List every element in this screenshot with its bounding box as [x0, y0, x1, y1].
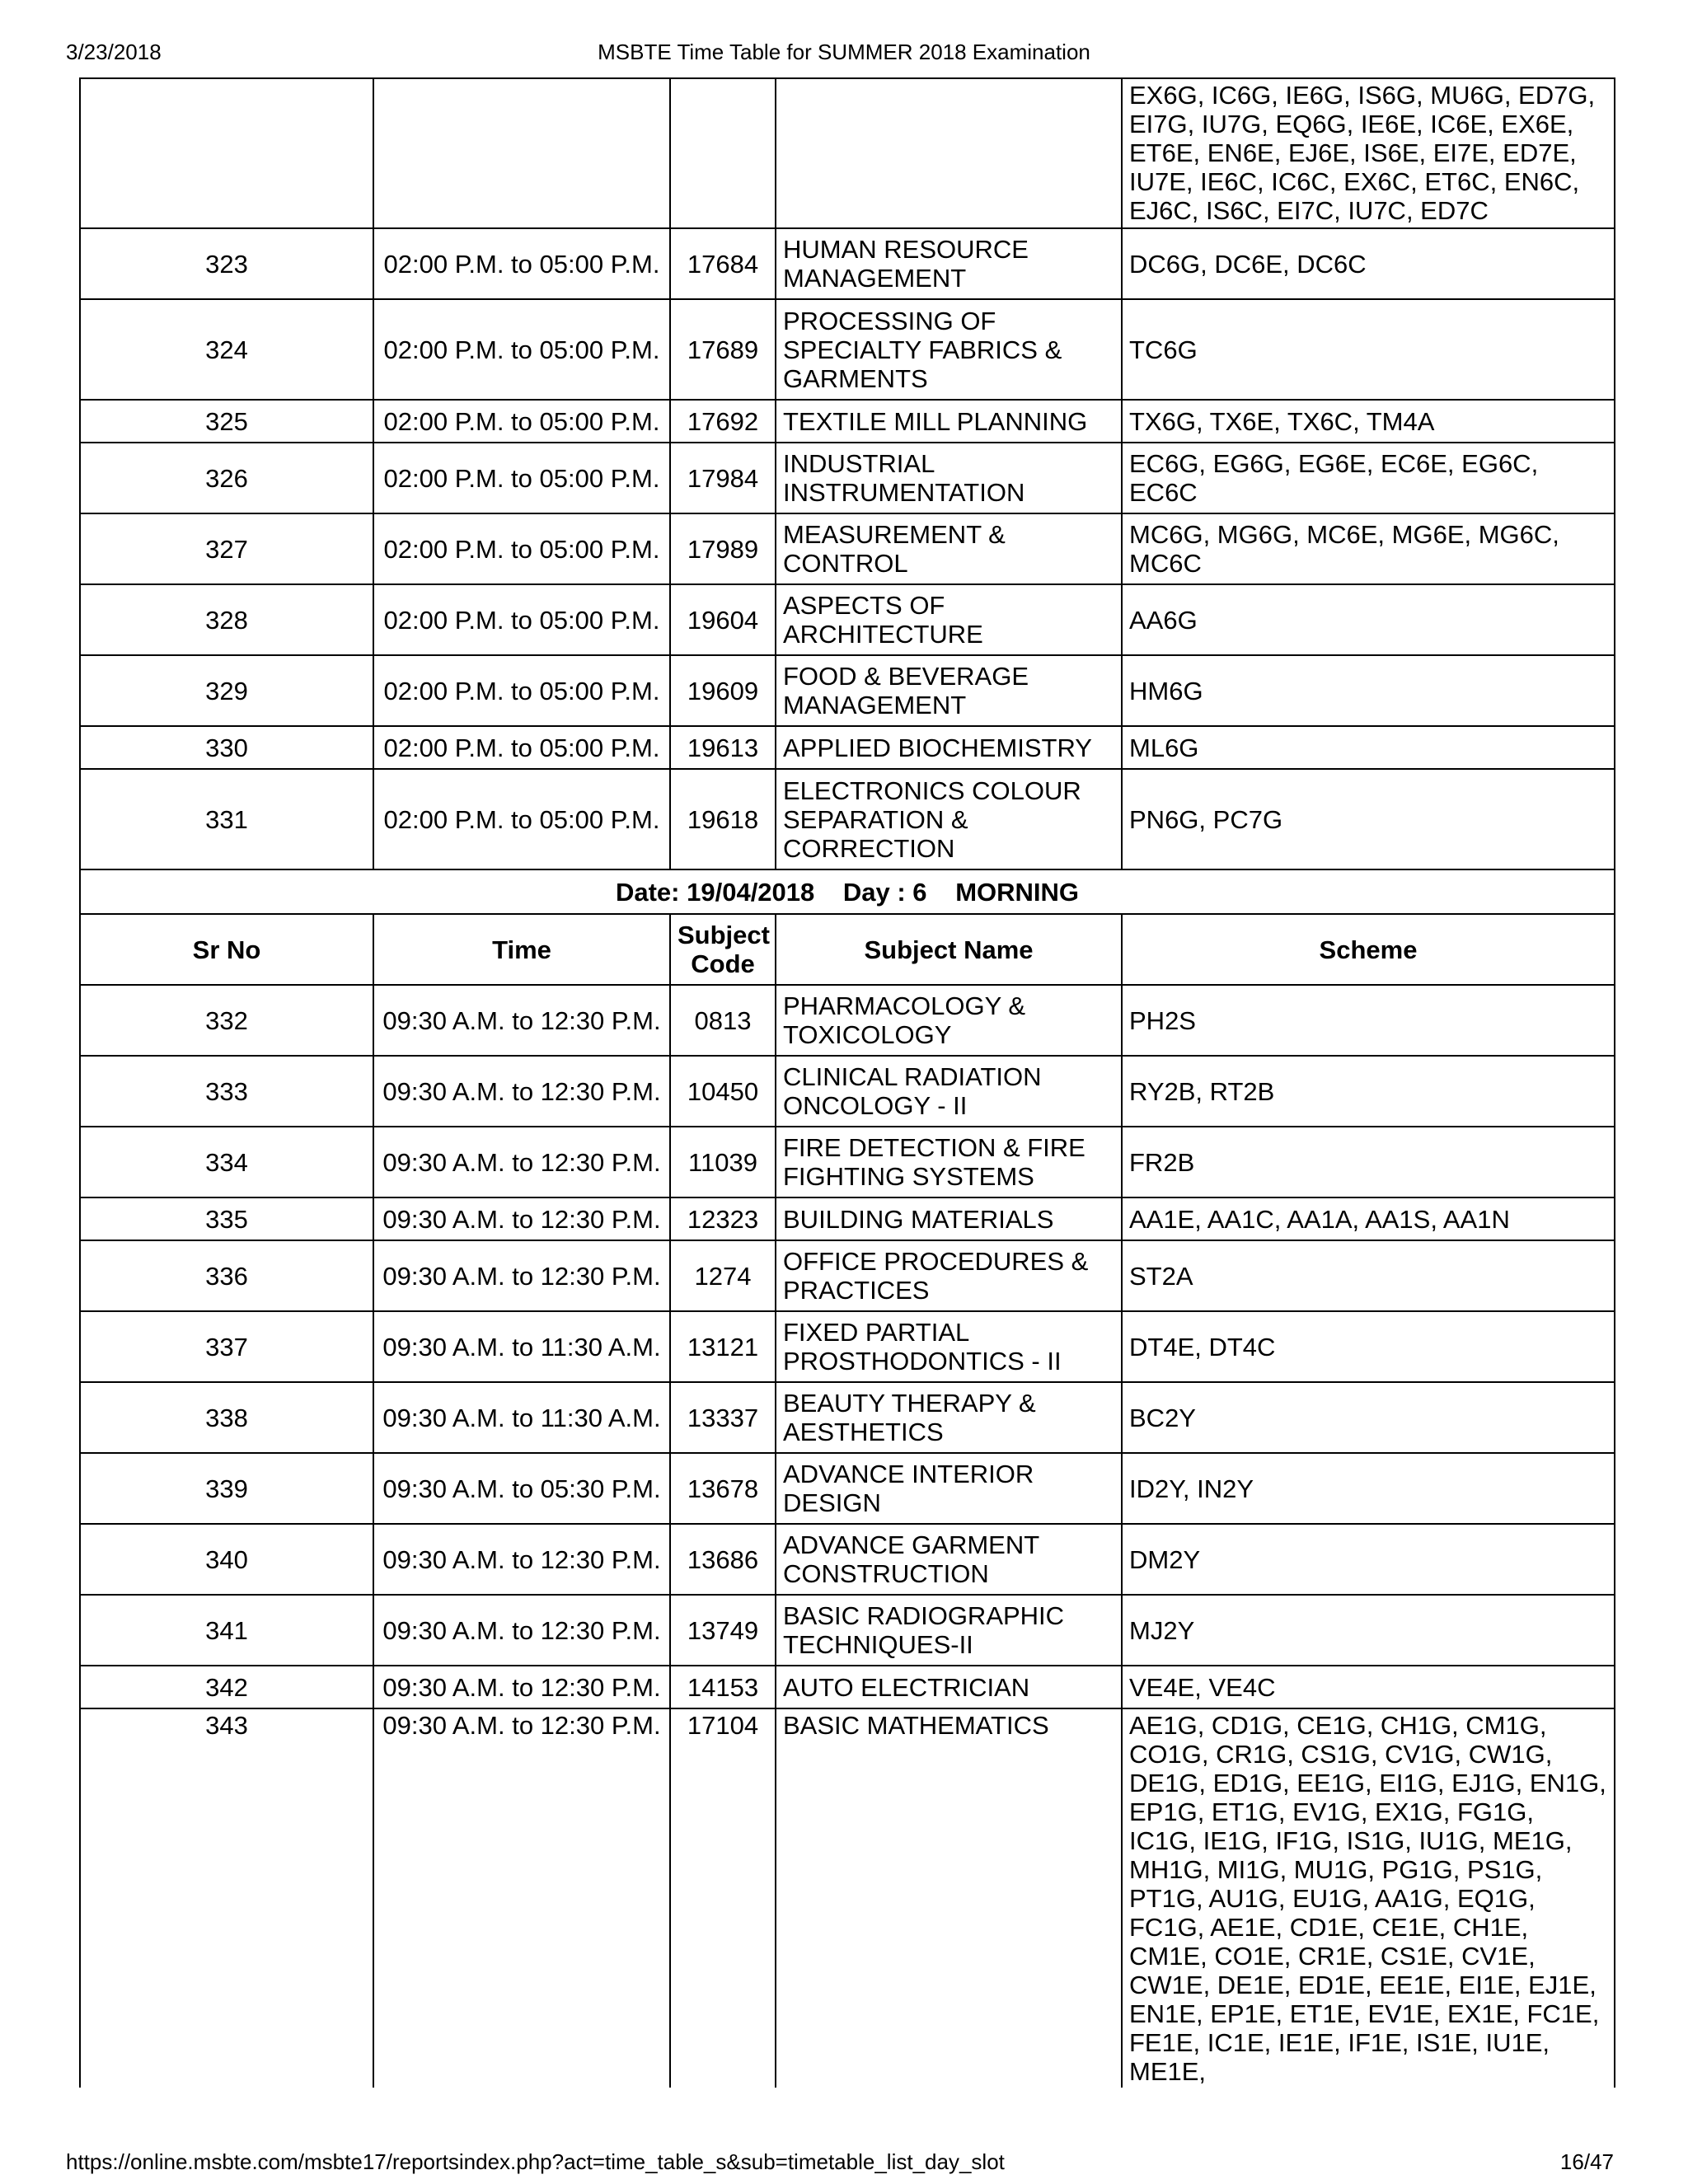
sr-cell: 342	[80, 1666, 373, 1708]
col-subject-code	[670, 914, 776, 985]
col-sr-no: Sr No	[80, 914, 373, 985]
sr-cell: 338	[80, 1382, 373, 1453]
col-scheme: Scheme	[1122, 914, 1615, 985]
time-cell: 09:30 A.M. to 12:30 P.M.	[373, 1240, 670, 1311]
code-cell: 13749	[670, 1595, 776, 1666]
sr-cell: 339	[80, 1453, 373, 1524]
day-date: Date: 19/04/2018	[615, 877, 815, 907]
table-row	[80, 655, 1615, 726]
scheme-cell: DC6G, DC6E, DC6C	[1122, 228, 1615, 299]
table-row	[80, 1382, 1615, 1453]
subject-cell: MEASUREMENT & CONTROL	[776, 513, 1122, 584]
sr-cell: 341	[80, 1595, 373, 1666]
table-row	[80, 584, 1615, 655]
code-cell: 10450	[670, 1056, 776, 1127]
scheme-cell: EC6G, EG6G, EG6E, EC6E, EG6C, EC6C	[1122, 443, 1615, 513]
code-cell: 17104	[670, 1708, 776, 2088]
sr-cell	[80, 78, 373, 228]
time-cell: 09:30 A.M. to 12:30 P.M.	[373, 1708, 670, 2088]
code-cell: 13678	[670, 1453, 776, 1524]
subject-cell: ASPECTS OF ARCHITECTURE	[776, 584, 1122, 655]
subject-cell: CLINICAL RADIATION ONCOLOGY - II	[776, 1056, 1122, 1127]
code-cell: 13686	[670, 1524, 776, 1595]
code-cell: 14153	[670, 1666, 776, 1708]
table-row	[80, 1708, 1615, 2088]
table-row	[80, 443, 1615, 513]
scheme-cell: EX6G, IC6G, IE6G, IS6G, MU6G, ED7G, EI7G, IU7G, EQ6G, IE6E, IC6E, EX6E, ET6E, EN6E, EJ6E, IS6E, EI7E, ED7E, IU7E, IE6C, IC6C, EX6C, ET6C, EN6C, EJ6C, IS6C, EI7C, IU7C, ED7C	[1122, 78, 1615, 228]
sr-cell: 343	[80, 1708, 373, 2088]
subject-cell: PROCESSING OF SPECIALTY FABRICS & GARMENTS	[776, 299, 1122, 400]
scheme-cell: MC6G, MG6G, MC6E, MG6E, MG6C, MC6C	[1122, 513, 1615, 584]
table-row	[80, 228, 1615, 299]
time-cell: 09:30 A.M. to 12:30 P.M.	[373, 1056, 670, 1127]
day-session: MORNING	[955, 877, 1080, 907]
scheme-cell: ID2Y, IN2Y	[1122, 1453, 1615, 1524]
time-cell: 09:30 A.M. to 11:30 A.M.	[373, 1382, 670, 1453]
sr-cell: 332	[80, 985, 373, 1056]
scheme-cell: BC2Y	[1122, 1382, 1615, 1453]
scheme-cell: TX6G, TX6E, TX6C, TM4A	[1122, 400, 1615, 443]
code-cell: 17984	[670, 443, 776, 513]
table-row	[80, 513, 1615, 584]
sr-cell: 328	[80, 584, 373, 655]
scheme-cell: ST2A	[1122, 1240, 1615, 1311]
col-subject-name: Subject Name	[776, 914, 1122, 985]
sr-cell: 323	[80, 228, 373, 299]
code-cell: 17684	[670, 228, 776, 299]
subject-cell	[776, 78, 1122, 228]
subject-cell: APPLIED BIOCHEMISTRY	[776, 726, 1122, 769]
scheme-cell: FR2B	[1122, 1127, 1615, 1197]
sr-cell: 327	[80, 513, 373, 584]
scheme-cell: AA6G	[1122, 584, 1615, 655]
code-cell: 1274	[670, 1240, 776, 1311]
code-cell: 12323	[670, 1197, 776, 1240]
sr-cell: 333	[80, 1056, 373, 1127]
code-cell: 19609	[670, 655, 776, 726]
table-row	[80, 400, 1615, 443]
subject-cell: BUILDING MATERIALS	[776, 1197, 1122, 1240]
page-number: 16/47	[1559, 2149, 1614, 2174]
table-row	[80, 1524, 1615, 1595]
scheme-cell: DT4E, DT4C	[1122, 1311, 1615, 1382]
time-cell: 09:30 A.M. to 11:30 A.M.	[373, 1311, 670, 1382]
subject-cell: BASIC RADIOGRAPHIC TECHNIQUES-II	[776, 1595, 1122, 1666]
time-cell: 02:00 P.M. to 05:00 P.M.	[373, 443, 670, 513]
table-row	[80, 1666, 1615, 1708]
scheme-cell: ML6G	[1122, 726, 1615, 769]
table-row	[80, 1240, 1615, 1311]
scheme-cell: VE4E, VE4C	[1122, 1666, 1615, 1708]
sr-cell: 331	[80, 769, 373, 869]
table-row	[80, 1311, 1615, 1382]
code-cell: 17989	[670, 513, 776, 584]
time-cell: 09:30 A.M. to 05:30 P.M.	[373, 1453, 670, 1524]
page-url: https://online.msbte.com/msbte17/reportsindex.php?act=time_table_s&sub=timetable_list_day_slot	[66, 2149, 1005, 2174]
print-date: 3/23/2018	[66, 40, 162, 64]
sr-cell: 326	[80, 443, 373, 513]
time-cell: 02:00 P.M. to 05:00 P.M.	[373, 726, 670, 769]
scheme-cell: DM2Y	[1122, 1524, 1615, 1595]
time-cell: 02:00 P.M. to 05:00 P.M.	[373, 299, 670, 400]
col-subject-code-line1: Subject	[678, 921, 770, 949]
subject-cell: FOOD & BEVERAGE MANAGEMENT	[776, 655, 1122, 726]
subject-cell: BASIC MATHEMATICS	[776, 1708, 1122, 2088]
page-footer	[0, 2149, 1688, 2182]
subject-cell: HUMAN RESOURCE MANAGEMENT	[776, 228, 1122, 299]
scheme-cell: AA1E, AA1C, AA1A, AA1S, AA1N	[1122, 1197, 1615, 1240]
timetable-last-row	[80, 1708, 1615, 2088]
subject-cell: FIXED PARTIAL PROSTHODONTICS - II	[776, 1311, 1122, 1382]
time-cell: 02:00 P.M. to 05:00 P.M.	[373, 400, 670, 443]
day-number: Day : 6	[842, 877, 927, 907]
subject-cell: ADVANCE INTERIOR DESIGN	[776, 1453, 1122, 1524]
subject-cell: PHARMACOLOGY & TOXICOLOGY	[776, 985, 1122, 1056]
scheme-cell: TC6G	[1122, 299, 1615, 400]
day-header-row	[80, 869, 1615, 914]
page-header	[0, 40, 1688, 73]
time-cell: 09:30 A.M. to 12:30 P.M.	[373, 1595, 670, 1666]
subject-cell: BEAUTY THERAPY & AESTHETICS	[776, 1382, 1122, 1453]
column-header-row	[80, 914, 1615, 985]
subject-cell: ELECTRONICS COLOUR SEPARATION & CORRECTION	[776, 769, 1122, 869]
table-row	[80, 1453, 1615, 1524]
table-row	[80, 1127, 1615, 1197]
scheme-cell: HM6G	[1122, 655, 1615, 726]
time-cell: 09:30 A.M. to 12:30 P.M.	[373, 1197, 670, 1240]
code-cell: 13337	[670, 1382, 776, 1453]
subject-cell: INDUSTRIAL INSTRUMENTATION	[776, 443, 1122, 513]
code-cell: 13121	[670, 1311, 776, 1382]
timetable-continued-rows	[80, 78, 1615, 869]
table-row	[80, 1056, 1615, 1127]
table-row	[80, 726, 1615, 769]
time-cell	[373, 78, 670, 228]
table-row	[80, 1197, 1615, 1240]
time-cell: 02:00 P.M. to 05:00 P.M.	[373, 655, 670, 726]
code-cell: 19613	[670, 726, 776, 769]
code-cell: 11039	[670, 1127, 776, 1197]
code-cell: 19618	[670, 769, 776, 869]
page-title: MSBTE Time Table for SUMMER 2018 Examination	[598, 40, 1090, 64]
time-cell: 02:00 P.M. to 05:00 P.M.	[373, 769, 670, 869]
time-cell: 09:30 A.M. to 12:30 P.M.	[373, 985, 670, 1056]
subject-cell: FIRE DETECTION & FIRE FIGHTING SYSTEMS	[776, 1127, 1122, 1197]
sr-cell: 337	[80, 1311, 373, 1382]
sr-cell: 336	[80, 1240, 373, 1311]
table-row	[80, 1595, 1615, 1666]
time-cell: 02:00 P.M. to 05:00 P.M.	[373, 584, 670, 655]
time-cell: 09:30 A.M. to 12:30 P.M.	[373, 1524, 670, 1595]
subject-cell: TEXTILE MILL PLANNING	[776, 400, 1122, 443]
time-cell: 09:30 A.M. to 12:30 P.M.	[373, 1127, 670, 1197]
scheme-cell: RY2B, RT2B	[1122, 1056, 1615, 1127]
scheme-cell: AE1G, CD1G, CE1G, CH1G, CM1G, CO1G, CR1G, CS1G, CV1G, CW1G, DE1G, ED1G, EE1G, EI1G, EJ1G, EN1G, EP1G, ET1G, EV1G, EX1G, FG1G, IC1G, IE1G, IF1G, IS1G, IU1G, ME1G, MH1G, MI1G, MU1G, PG1G, PS1G, PT1G, AU1G, EU1G, AA1G, EQ1G, FC1G, AE1E, CD1E, CE1E, CH1E, CM1E, CO1E, CR1E, CS1E, CV1E, CW1E, DE1E, ED1E, EE1E, EI1E, EJ1E, EN1E, EP1E, ET1E, EV1E, EX1E, FC1E, FE1E, IC1E, IE1E, IF1E, IS1E, IU1E, ME1E,	[1122, 1708, 1615, 2088]
subject-cell: OFFICE PROCEDURES & PRACTICES	[776, 1240, 1122, 1311]
subject-cell: ADVANCE GARMENT CONSTRUCTION	[776, 1524, 1122, 1595]
table-row	[80, 299, 1615, 400]
sr-cell: 324	[80, 299, 373, 400]
sr-cell: 335	[80, 1197, 373, 1240]
code-cell: 17689	[670, 299, 776, 400]
code-cell: 0813	[670, 985, 776, 1056]
code-cell	[670, 78, 776, 228]
time-cell: 02:00 P.M. to 05:00 P.M.	[373, 228, 670, 299]
subject-cell: AUTO ELECTRICIAN	[776, 1666, 1122, 1708]
table-row	[80, 769, 1615, 869]
sr-cell: 329	[80, 655, 373, 726]
day-section	[80, 869, 1615, 985]
timetable-day-rows	[80, 985, 1615, 1708]
sr-cell: 325	[80, 400, 373, 443]
time-cell: 09:30 A.M. to 12:30 P.M.	[373, 1666, 670, 1708]
col-time: Time	[373, 914, 670, 985]
col-subject-code-line2: Code	[691, 949, 755, 978]
sr-cell: 340	[80, 1524, 373, 1595]
scheme-cell: MJ2Y	[1122, 1595, 1615, 1666]
sr-cell: 330	[80, 726, 373, 769]
sr-cell: 334	[80, 1127, 373, 1197]
time-cell: 02:00 P.M. to 05:00 P.M.	[373, 513, 670, 584]
scheme-cell: PN6G, PC7G	[1122, 769, 1615, 869]
code-cell: 17692	[670, 400, 776, 443]
code-cell: 19604	[670, 584, 776, 655]
day-header	[80, 869, 1615, 914]
table-row	[80, 985, 1615, 1056]
scheme-cell: PH2S	[1122, 985, 1615, 1056]
timetable	[79, 77, 1615, 2088]
table-row	[80, 78, 1615, 228]
